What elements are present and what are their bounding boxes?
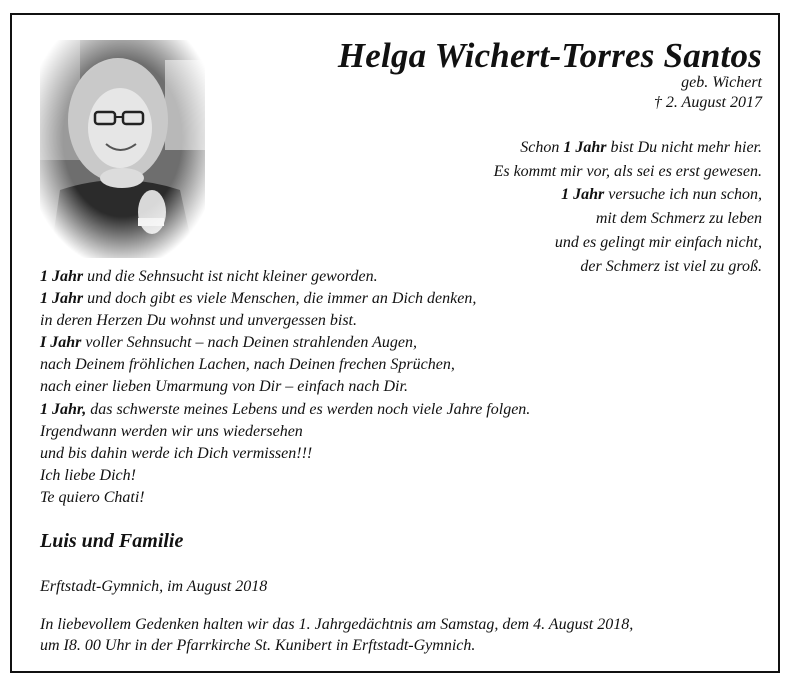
poem-line: I Jahr voller Sehnsucht – nach Deinen strahlenden Augen,: [40, 334, 417, 352]
poem-line: der Schmerz ist viel zu groß.: [580, 257, 762, 275]
poem-line: Ich liebe Dich!: [40, 466, 136, 484]
poem-right-block: [342, 136, 762, 278]
place-date: Erftstadt-Gymnich, im August 2018: [40, 578, 268, 595]
portrait-illustration: [40, 40, 205, 258]
poem-line: nach einer lieben Umarmung von Dir – einfach nach Dir.: [40, 378, 408, 396]
signature: Luis und Familie: [40, 530, 184, 552]
notice-line: um I8. 00 Uhr in der Pfarrkirche St. Kunibert in Erftstadt-Gymnich.: [40, 637, 476, 654]
poem-line: und es gelingt mir einfach nicht,: [554, 233, 762, 251]
poem-line: 1 Jahr und doch gibt es viele Menschen, die immer an Dich denken,: [40, 290, 477, 308]
death-date: † 2. August 2017: [653, 94, 762, 111]
poem-line: 1 Jahr, das schwerste meines Lebens und es werden noch viele Jahre folgen.: [40, 400, 531, 418]
poem-line: Schon 1 Jahr bist Du nicht mehr hier.: [520, 139, 762, 156]
deceased-name: Helga Wichert-Torres Santos: [337, 36, 762, 75]
poem-line: mit dem Schmerz zu leben: [595, 210, 762, 228]
poem-line: nach Deinem fröhlichen Lachen, nach Deinen frechen Sprüchen,: [40, 356, 455, 374]
poem-line: und bis dahin werde ich Dich vermissen!!!: [40, 444, 313, 462]
memorial-notice: [40, 614, 770, 656]
poem-left-block: [40, 266, 770, 509]
poem-line: Irgendwann werden wir uns wiedersehen: [40, 422, 303, 440]
poem-line: 1 Jahr und die Sehnsucht ist nicht kleiner geworden.: [40, 268, 378, 285]
poem-line: Es kommt mir vor, als sei es erst gewesen.: [493, 162, 762, 180]
poem-line: 1 Jahr versuche ich nun schon,: [561, 186, 762, 204]
maiden-name: geb. Wichert: [681, 74, 762, 91]
poem-line: in deren Herzen Du wohnst und unvergessen bist.: [40, 312, 357, 330]
notice-line: In liebevollem Gedenken halten wir das 1. Jahrgedächtnis am Samstag, dem 4. August 2018,: [40, 616, 634, 633]
portrait-photo: [40, 40, 205, 258]
poem-line: Te quiero Chati!: [40, 488, 145, 506]
